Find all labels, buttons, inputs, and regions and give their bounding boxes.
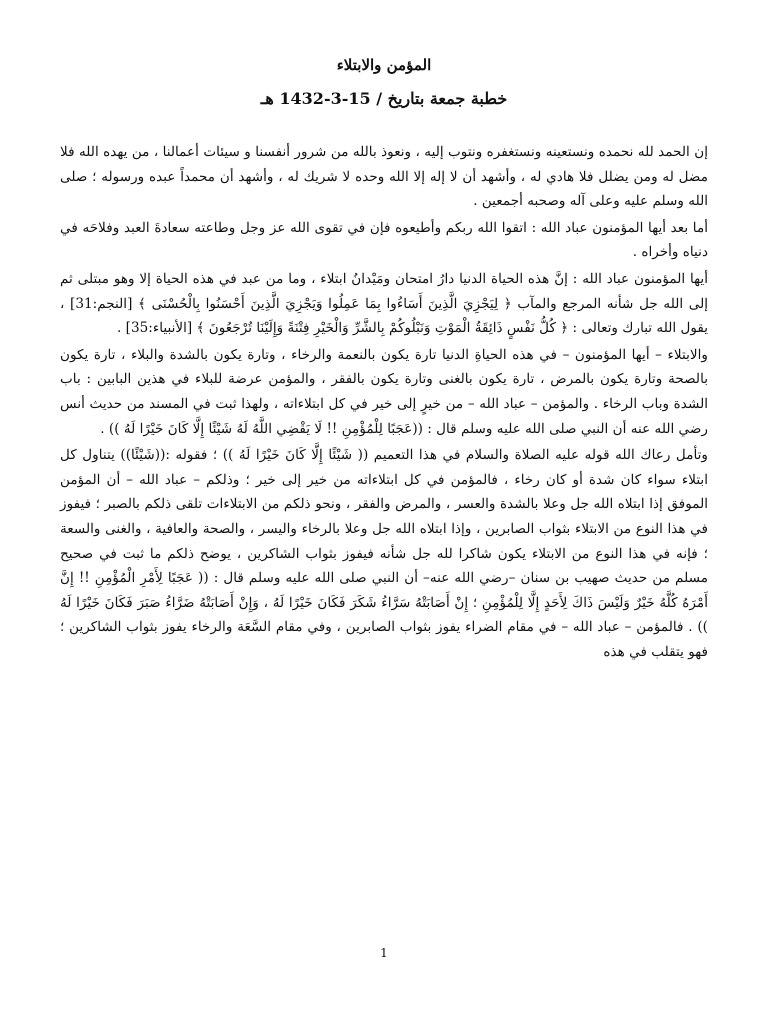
document-subtitle: خطبة جمعة بتاريخ / 15-3-1432 هـ bbox=[260, 89, 508, 108]
page-number: 1 bbox=[380, 946, 388, 960]
paragraph-trial: أيها المؤمنون عباد الله : إنَّ هذه الحياة الدنيا دارُ امتحان ومَيْدانُ ابتلاء ، وما من عبد في هذه الحياة إلا وهو مبتلى ثم إلى الله جل شأنه المرجع والمآب ﴿ لِيَجْزِيَ الَّذِينَ أَسَاءُوا بِمَا عَمِلُوا وَيَجْزِيَ الَّذِينَ أَحْسَنُوا بِالْحُسْنَى ﴾ [النجم:31] ، يقول الله تبارك وتعالى : ﴿ كُلُّ نَفْسٍ ذَائِقَةُ الْمَوْتِ وَنَبْلُوكُمْ بِالشَّرِّ وَالْخَيْرِ فِتْنَةً وَإِلَيْنَا تُرْجَعُونَ ﴾ [الأنبياء:35] . bbox=[60, 270, 708, 337]
paragraph-taqwa: أما بعد أيها المؤمنون عباد الله : اتقوا الله ربكم وأطيعوه فإن في تقوى الله عز وجل وطاعته سعادةَ العبد وفلاحَه في دنياه وأخراه . bbox=[60, 219, 708, 261]
document-body bbox=[60, 140, 708, 666]
document-title: المؤمن والابتلاء bbox=[336, 56, 432, 74]
paragraph-hadith: وتأمل رعاك الله قوله عليه الصلاة والسلام في هذا التعميم (( شَيْئًا إِلَّا كَانَ خَيْرًا لَهُ )) ؛ فقوله :((شَيْئًا)) يتناول كل ابتلاء سواء كان شدة أو كان رخاء ، فالمؤمن في كل ابتلاءاته من خير إلى خير ؛ وذلكم – عباد الله – أن المؤمن الموفق إذا ابتلاه الله جل وعلا بالشدة والعسر ، والمرض والفقر ، ونحو ذلكم من الابتلاءات تلقى ذلكم بالصبر ؛ فيفوز في هذا النوع من الابتلاء بثواب الصابرين ، وإذا ابتلاه الله جل وعلا بالرخاء واليسر ، والصحة والعافية ، والغنى والسعة ؛ فإنه في هذا النوع من الابتلاء يكون شاكرا لله جل شأنه فيفوز بثواب الشاكرين ، يوضح ذلكم ما ثبت في صحيح مسلم من حديث صهيب بن سنان –رضي الله عنه– أن النبي صلى الله عليه وسلم قال : (( عَجَبًا لِأَمْرِ الْمُؤْمِنِ !! إِنَّ أَمْرَهُ كُلَّهُ خَيْرٌ وَلَيْسَ ذَاكَ لِأَحَدٍ إِلَّا لِلْمُؤْمِنِ ؛ إِنْ أَصَابَتْهُ سَرَّاءُ شَكَرَ فَكَانَ خَيْرًا لَهُ ، وَإِنْ أَصَابَتْهُ ضَرَّاءُ صَبَرَ فَكَانَ خَيْرًا لَهُ )) . فالمؤمن – عباد الله – في مقام الضراء يفوز بثواب الصابرين ، وفي مقام السَّعَة والرخاء يفوز بثواب الشاكرين ؛ فهو يتقلب في هذه bbox=[60, 447, 708, 660]
paragraph-opening: إن الحمد لله نحمده ونستعينه ونستغفره ونتوب إليه ، ونعوذ بالله من شرور أنفسنا و سيئات أعمالنا ، من يهده الله فلا مضل له ومن يضلل فلا هادي له ، وأشهد أن لا إله إلا الله وحده لا شريك له ، وأشهد أن محمداً عبده ورسوله ؛ صلى الله وسلم عليه وعلى آله وصحبه أجمعين . bbox=[60, 144, 708, 210]
paragraph-types-of-trial: والابتلاء – أيها المؤمنون – في هذه الحياةِ الدنيا تارة يكون بالنعمة والرخاء ، وتارة يكون بالشدة والبلاء ، تارة يكون بالصحة وتارة يكون بالمرض ، تارة يكون بالغنى وتارة يكون بالفقر ، والمؤمن عرضة للبلاء في هذين البابين : باب الشدة وباب الرخاء . والمؤمن – عباد الله – من خيرٍ إلى خير في كل ابتلاءاته ، ولهذا ثبت في المسند من حديث أنس رضي الله عنه أن النبي صلى الله عليه وسلم قال : ((عَجَبًا لِلْمُؤْمِنِ !! لَا يَقْضِي اللَّهُ لَهُ شَيْئًا إِلَّا كَانَ خَيْرًا لَهُ )) . bbox=[60, 346, 708, 437]
